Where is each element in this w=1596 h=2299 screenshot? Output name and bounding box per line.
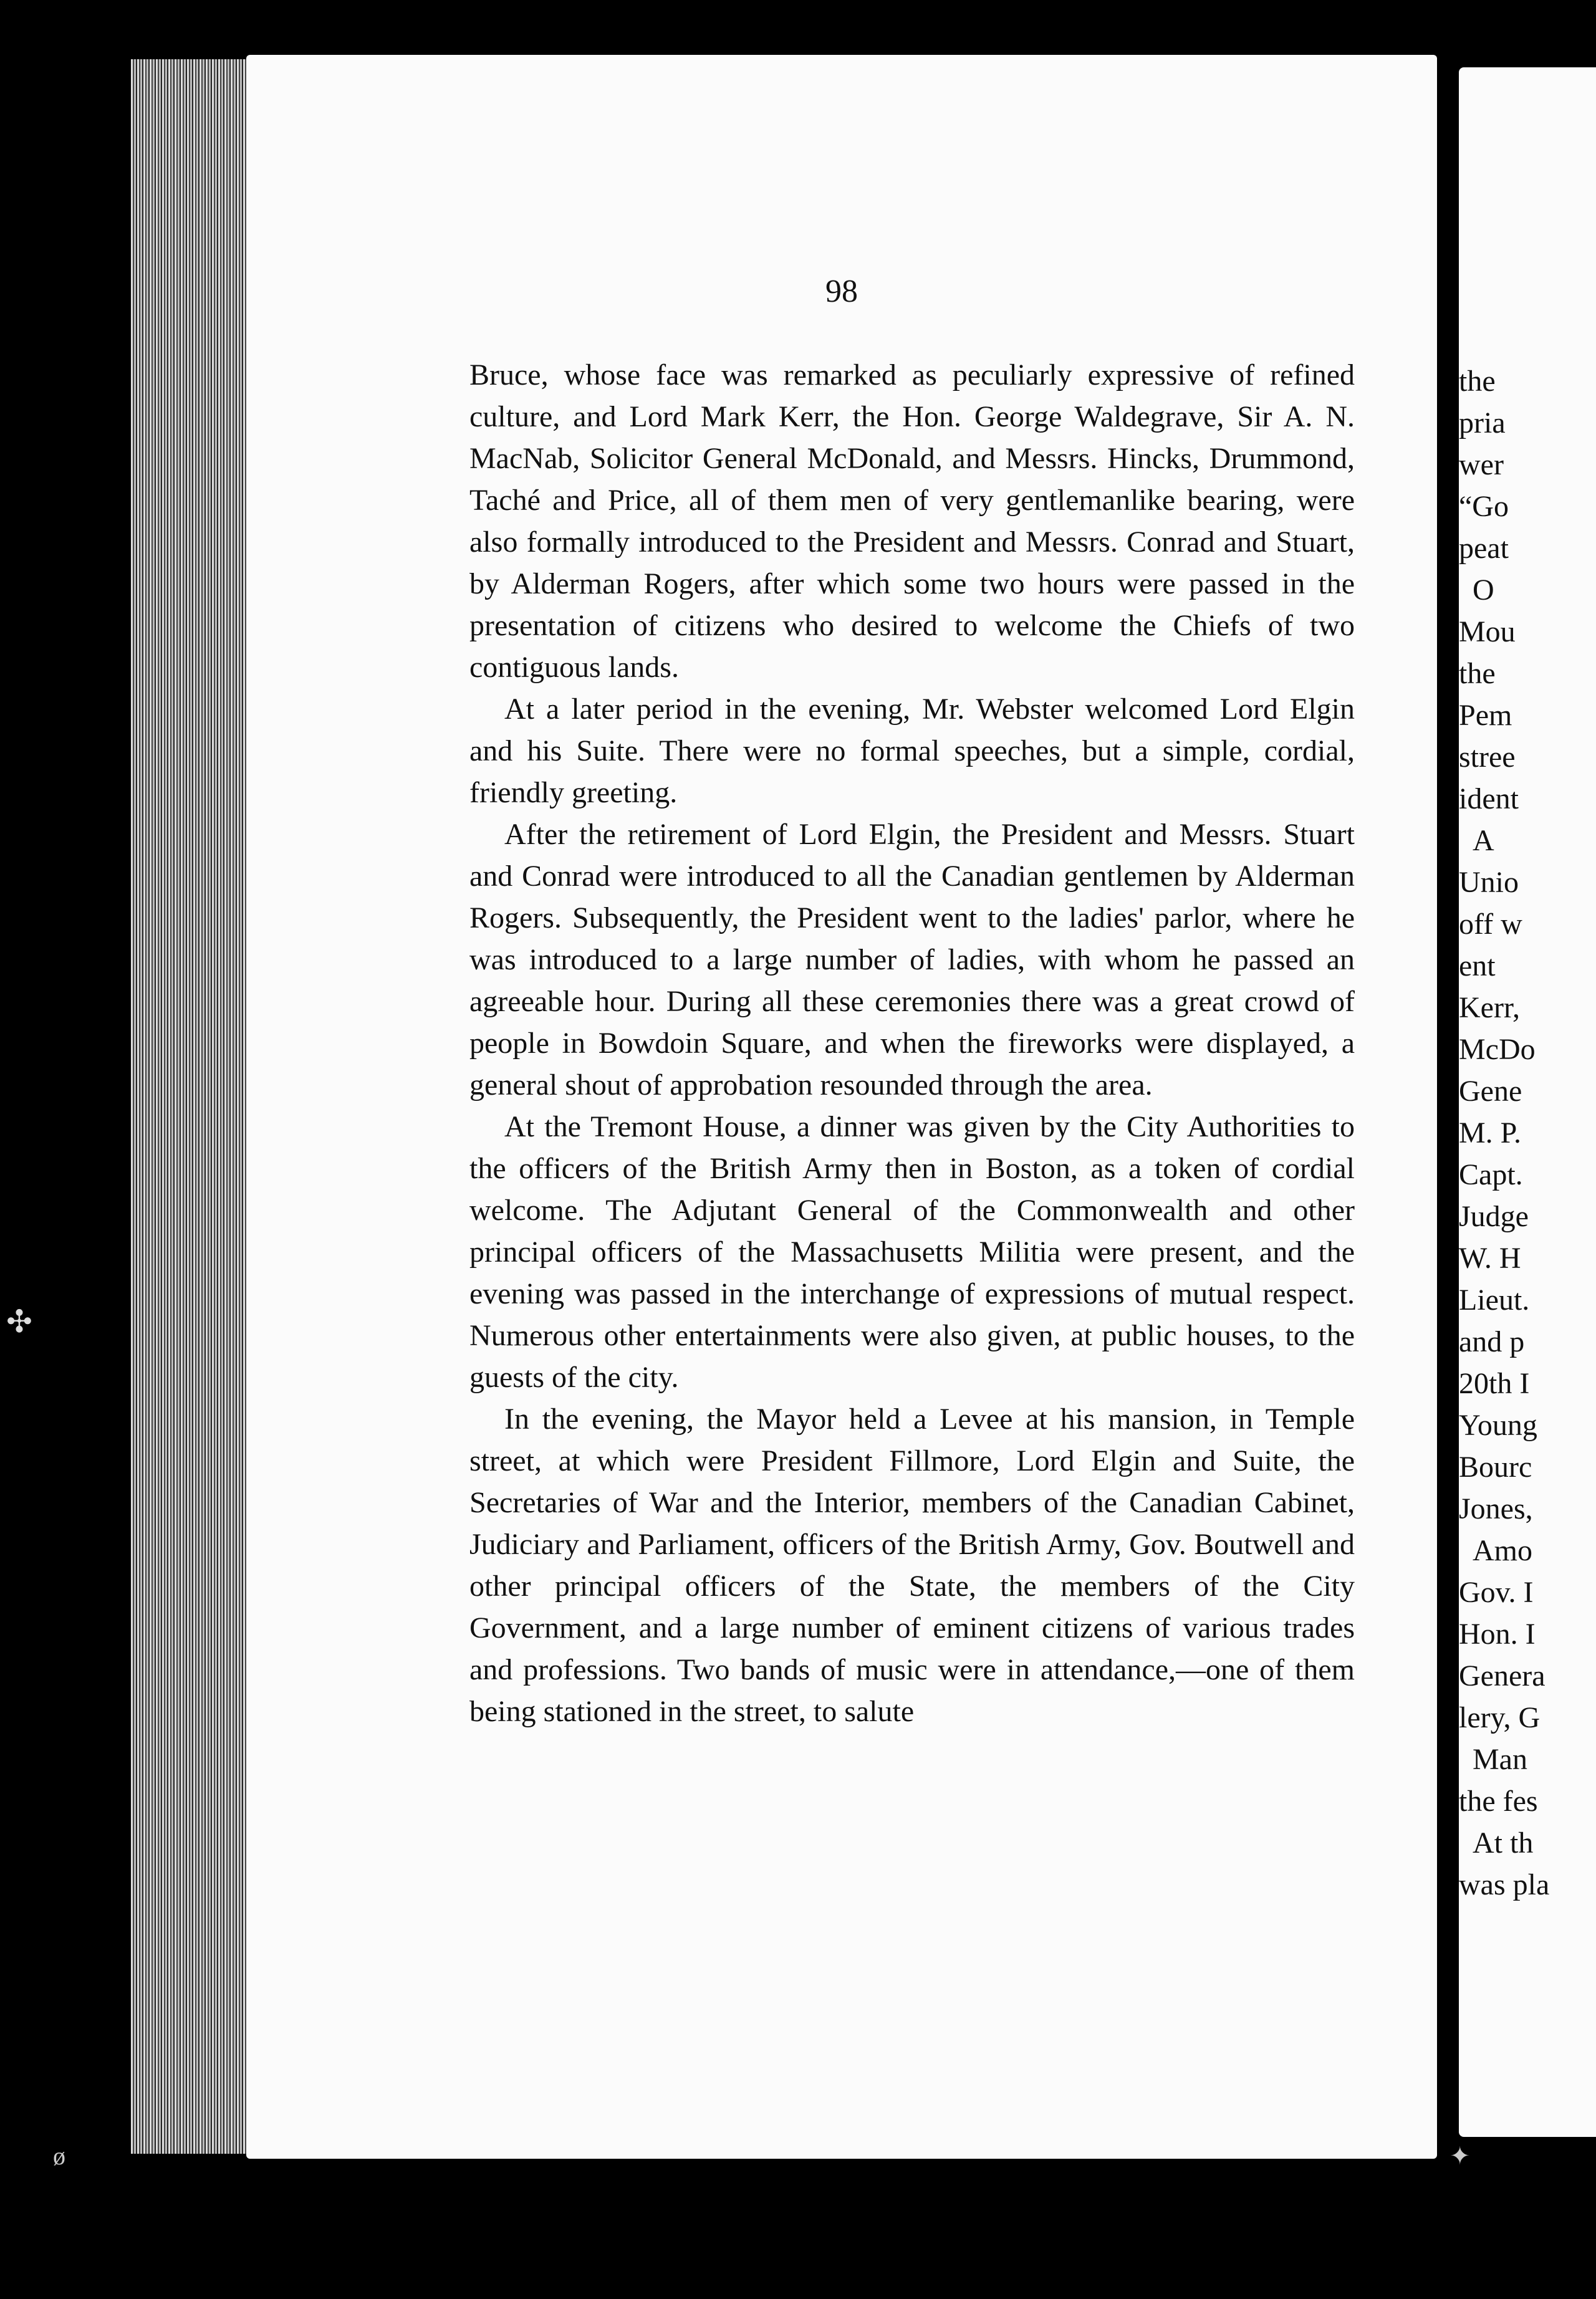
facing-page-line: Amo (1473, 1534, 1532, 1567)
paragraph: After the retirement of Lord Elgin, the President and Messrs. Stuart and Conrad were introduced to all the Canadian gentlemen by Alderman Rogers. Subsequently, the President went to the ladies' parlor, where he was introduced to a large number of ladies, with whom he passed an agreeable hour. During all these ceremonies there was a great crowd of people in Bowdoin Square, and when the fireworks were displayed, a general shout of approbation resounded through the area. (469, 818, 1355, 1102)
facing-page-line: the fes (1459, 1785, 1538, 1818)
facing-page (1459, 67, 1596, 2137)
facing-page-line: pria (1459, 406, 1506, 439)
facing-page-line: Judge (1459, 1200, 1529, 1233)
facing-page-line: M. P. (1459, 1116, 1522, 1150)
paragraph: At the Tremont House, a dinner was given by the City Authorities to the officers of the British Army then in Boston, as a token of cordial welcome. The Adjutant General of the Commonwealth and other principal officers of the Massachusetts Militia were present, and the evening was passed in the interchange of expressions of mutual respect. Numerous other entertainments were also given, at public houses, to the guests of the city. (469, 1110, 1355, 1394)
paragraph: At a later period in the evening, Mr. Webster welcomed Lord Elgin and his Suite. There were no formal speeches, but a simple, cordial, friendly greeting. (469, 693, 1355, 809)
facing-page-line: Unio (1459, 866, 1519, 899)
facing-page-line: W. H (1459, 1242, 1521, 1275)
facing-page-line: Genera (1459, 1659, 1546, 1692)
facing-page-line: peat (1459, 532, 1509, 565)
facing-page-line: A (1473, 824, 1494, 857)
facing-page-line: Pem (1459, 699, 1512, 732)
scan-blemish-icon: ✣ (6, 1304, 32, 1339)
facing-page-line: wer (1459, 448, 1504, 481)
facing-page-line: Bourc (1459, 1451, 1532, 1484)
facing-page-line: 20th I (1459, 1367, 1530, 1400)
book-page-edges (131, 59, 246, 2154)
facing-page-line: stree (1459, 741, 1516, 774)
scan-blemish-icon: ✦ (1449, 2142, 1471, 2170)
facing-page-line: O (1473, 574, 1494, 607)
book-page (246, 55, 1437, 2159)
facing-page-line: McDo (1459, 1033, 1536, 1066)
facing-page-line: “Go (1459, 490, 1509, 523)
facing-page-line: Gene (1459, 1075, 1522, 1108)
facing-page-line: Jones, (1459, 1492, 1533, 1525)
facing-page-line: Lieut. (1459, 1284, 1530, 1317)
facing-page-line: ident (1459, 782, 1519, 815)
paragraph: In the evening, the Mayor held a Levee at his mansion, in Temple street, at which were President Fillmore, Lord Elgin and Suite, the Secretaries of War and the Interior, members of the Canadian Cabinet, Judiciary and Parliament, officers of the British Army, Gov. Boutwell and other principal officers of the State, the members of the City Government, and a large number of eminent citizens of various trades and professions. Two bands of music were in attendance,—one of them being stationed in the street, to salute (469, 1403, 1355, 1728)
facing-page-line: Hon. I (1459, 1618, 1536, 1651)
facing-page-line: Young (1459, 1409, 1537, 1442)
facing-page-line: Gov. I (1459, 1576, 1534, 1609)
facing-page-line: was pla (1459, 1868, 1550, 1901)
facing-page-line: the (1459, 365, 1496, 398)
facing-page-line: lery, G (1459, 1701, 1541, 1734)
facing-page-line: off w (1459, 908, 1522, 941)
facing-page-line: ent (1459, 949, 1496, 982)
facing-page-line: Capt. (1459, 1158, 1523, 1191)
page-number: 98 (825, 274, 858, 309)
facing-page-line: At th (1473, 1826, 1534, 1860)
paragraph: Bruce, whose face was remarked as peculiarly expressive of refined culture, and Lord Mark Kerr, the Hon. George Waldegrave, Sir A. N. MacNab, Solicitor General McDonald, and Messrs. Hincks, Drummond, Taché and Price, all of them men of very gentlemanlike bearing, were also formally introduced to the President and Messrs. Conrad and Stuart, by Alderman Rogers, after which some two hours were passed in the presentation of citizens who desired to welcome the Chiefs of two contiguous lands. (469, 358, 1355, 684)
facing-page-line: and p (1459, 1325, 1525, 1358)
scan-blemish-icon: ø (53, 2142, 65, 2170)
page-body (469, 354, 1355, 1732)
facing-page-line: the (1459, 657, 1496, 690)
facing-page-line: Kerr, (1459, 991, 1521, 1024)
facing-page-line: Man (1473, 1743, 1527, 1776)
facing-page-line: Mou (1459, 615, 1516, 648)
facing-page-text (1459, 360, 1596, 1906)
